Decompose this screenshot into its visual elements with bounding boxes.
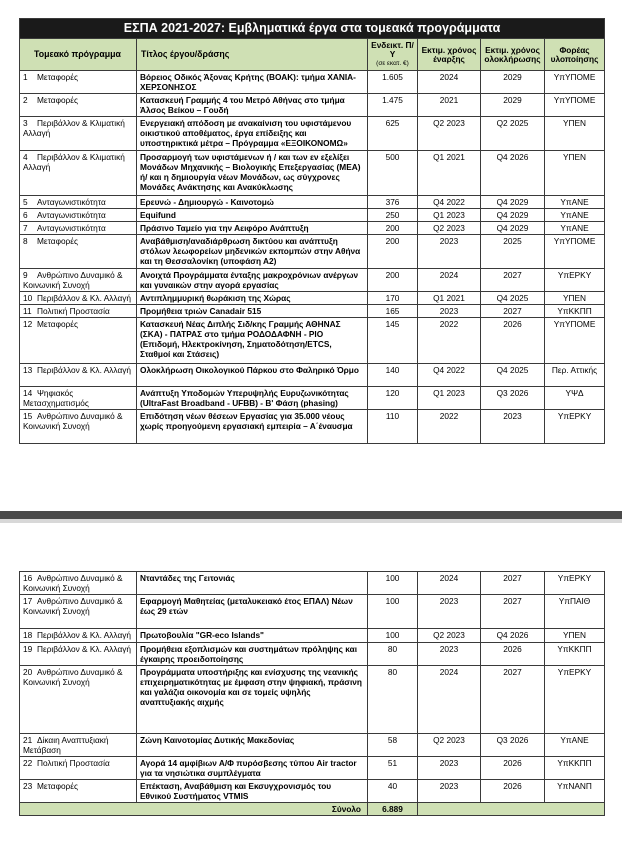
- cell-project-title: Προγράμματα υποστήριξης και ενίσχυσης της νεανικής επιχειρηματικότητας με έμφαση στην ψηφιακή, πράσινη και γαλάζια οικονομία και σε τομείς υψηλής αναπτυξιακής αιχμής: [137, 666, 368, 734]
- sector-name: Ανθρώπινο Δυναμικό & Κοινωνική Συνοχή: [23, 573, 123, 593]
- cell-end: 2027: [481, 595, 545, 629]
- cell-start: 2023: [418, 780, 481, 803]
- cell-project-title: Ζώνη Καινοτομίας Δυτικής Μακεδονίας: [137, 734, 368, 757]
- cell-sector: [20, 595, 137, 629]
- table-row: [20, 318, 605, 364]
- cell-amount: 625: [368, 117, 418, 151]
- cell-start: 2022: [418, 318, 481, 364]
- table-row: [20, 364, 605, 387]
- cell-sector: [20, 643, 137, 666]
- cell-agency: ΥΠΕΝ: [545, 629, 605, 643]
- cell-agency: ΥπΑΝΕ: [545, 196, 605, 209]
- cell-sector: [20, 209, 137, 222]
- sector-name: Περιβάλλον & Κλ. Αλλαγή: [37, 365, 131, 375]
- cell-sector: [20, 780, 137, 803]
- table-row: [20, 94, 605, 117]
- row-number: 7: [23, 223, 28, 233]
- sector-name: Ανταγωνιστικότητα: [37, 210, 106, 220]
- cell-end: 2029: [481, 71, 545, 94]
- table-row: [20, 196, 605, 209]
- cell-start: Q2 2023: [418, 734, 481, 757]
- cell-agency: ΥπΠΑΙΘ: [545, 595, 605, 629]
- cell-amount: 40: [368, 780, 418, 803]
- cell-end: 2026: [481, 318, 545, 364]
- cell-project-title: Πρωτοβουλία "GR-eco Islands": [137, 629, 368, 643]
- row-number: 3: [23, 118, 28, 128]
- total-empty: [418, 803, 605, 816]
- row-number: 21: [23, 735, 33, 745]
- header-end: Εκτιμ. χρόνος ολοκλήρωσης: [481, 39, 545, 71]
- table-row: [20, 305, 605, 318]
- cell-end: Q3 2026: [481, 387, 545, 410]
- cell-project-title: Προσαρμογή των υφιστάμενων ή / και των εν εξελίξει Μονάδων Μηχανικής – Βιολογικής Επεξεργασίας (ΜΕΑ) ή/ και η δημιουργία νέων Μονάδων, ως σύγχρονες Μονάδες Ανάκτησης και Ανακύκλωσης: [137, 151, 368, 196]
- cell-project-title: Νταντάδες της Γειτονιάς: [137, 572, 368, 595]
- cell-agency: ΥπΥΠΟΜΕ: [545, 94, 605, 117]
- cell-agency: ΥπΕΡΚΥ: [545, 410, 605, 444]
- cell-agency: ΥπΚΚΠΠ: [545, 757, 605, 780]
- table-row: [20, 209, 605, 222]
- total-label: Σύνολο: [20, 803, 368, 816]
- cell-start: Q2 2023: [418, 117, 481, 151]
- cell-sector: [20, 629, 137, 643]
- row-number: 23: [23, 781, 33, 791]
- cell-start: 2021: [418, 94, 481, 117]
- cell-agency: ΥπΚΚΠΠ: [545, 643, 605, 666]
- cell-end: Q2 2025: [481, 117, 545, 151]
- sector-name: Μεταφορές: [37, 236, 78, 246]
- row-number: 15: [23, 411, 33, 421]
- cell-sector: [20, 757, 137, 780]
- cell-agency: ΥΠΕΝ: [545, 151, 605, 196]
- sector-name: Ανταγωνιστικότητα: [37, 223, 106, 233]
- cell-sector: [20, 305, 137, 318]
- row-number: 5: [23, 197, 28, 207]
- row-number: 17: [23, 596, 33, 606]
- sector-name: Ψηφιακός Μετασχηματισμός: [23, 388, 89, 408]
- table-row: [20, 757, 605, 780]
- cell-end: 2029: [481, 94, 545, 117]
- cell-sector: [20, 269, 137, 292]
- row-number: 1: [23, 72, 28, 82]
- header-project: Τίτλος έργου/δράσης: [137, 39, 368, 71]
- row-number: 12: [23, 319, 33, 329]
- cell-amount: 100: [368, 629, 418, 643]
- table-row: [20, 235, 605, 269]
- row-number: 9: [23, 270, 28, 280]
- table-row: [20, 292, 605, 305]
- cell-amount: 100: [368, 595, 418, 629]
- cell-agency: ΥπΕΡΚΥ: [545, 572, 605, 595]
- row-number: 2: [23, 95, 28, 105]
- cell-agency: ΥπΝΑΝΠ: [545, 780, 605, 803]
- cell-agency: ΥπΕΡΚΥ: [545, 666, 605, 734]
- sector-name: Μεταφορές: [37, 72, 78, 82]
- cell-amount: 140: [368, 364, 418, 387]
- sector-name: Ανθρώπινο Δυναμικό & Κοινωνική Συνοχή: [23, 270, 123, 290]
- row-number: 11: [23, 306, 32, 316]
- cell-end: Q4 2025: [481, 292, 545, 305]
- cell-amount: 250: [368, 209, 418, 222]
- header-sector: Τομεακό πρόγραμμα: [20, 39, 137, 71]
- cell-start: Q4 2022: [418, 364, 481, 387]
- cell-project-title: Βόρειος Οδικός Άξονας Κρήτης (ΒΟΑΚ): τμήμα ΧΑΝΙΑ-ΧΕΡΣΟΝΗΣΟΣ: [137, 71, 368, 94]
- sector-name: Πολιτική Προστασία: [37, 758, 110, 768]
- projects-table-page-2: [19, 571, 605, 816]
- row-number: 6: [23, 210, 28, 220]
- table-row: [20, 734, 605, 757]
- cell-amount: 145: [368, 318, 418, 364]
- cell-sector: [20, 222, 137, 235]
- cell-start: 2023: [418, 595, 481, 629]
- cell-end: 2027: [481, 305, 545, 318]
- cell-sector: [20, 318, 137, 364]
- cell-agency: ΥΠΕΝ: [545, 292, 605, 305]
- cell-end: 2027: [481, 572, 545, 595]
- cell-start: Q1 2023: [418, 209, 481, 222]
- page-separator-shadow: [0, 519, 622, 523]
- cell-project-title: Ανάπτυξη Υποδομών Υπερυψηλής Ευρυζωνικότητας (UltraFast Broadband - UFBB) - Β' Φάση (phasing): [137, 387, 368, 410]
- header-start: Εκτιμ. χρόνος έναρξης: [418, 39, 481, 71]
- cell-sector: [20, 71, 137, 94]
- cell-end: 2027: [481, 666, 545, 734]
- cell-project-title: Equifund: [137, 209, 368, 222]
- cell-project-title: Ολοκλήρωση Οικολογικού Πάρκου στο Φαληρικό Όρμο: [137, 364, 368, 387]
- header-amount-label: Ενδεικτ. Π/Υ: [371, 40, 414, 59]
- total-amount: 6.889: [368, 803, 418, 816]
- table-row: [20, 666, 605, 734]
- cell-amount: 1.605: [368, 71, 418, 94]
- sector-name: Ανθρώπινο Δυναμικό & Κοινωνική Συνοχή: [23, 667, 123, 687]
- cell-amount: 200: [368, 269, 418, 292]
- cell-start: 2024: [418, 269, 481, 292]
- table-row: [20, 222, 605, 235]
- cell-start: Q2 2023: [418, 629, 481, 643]
- table-title: ΕΣΠΑ 2021-2027: Εμβληματικά έργα στα τομεακά προγράμματα: [20, 19, 605, 39]
- table-title-row: [20, 19, 605, 39]
- table-row: [20, 117, 605, 151]
- cell-amount: 200: [368, 235, 418, 269]
- cell-start: Q1 2021: [418, 292, 481, 305]
- sector-name: Μεταφορές: [37, 319, 78, 329]
- table-row: [20, 780, 605, 803]
- cell-project-title: Ενεργειακή απόδοση με ανακαίνιση του υφιστάμενου οικιστικού αποθέματος, έργα επίδειξης και υποστηρικτικά μέτρα – Πρόγραμμα «ΕΞΟΙΚΟΝΟΜΩ»: [137, 117, 368, 151]
- cell-amount: 80: [368, 643, 418, 666]
- header-amount-unit: (σε εκατ. €): [376, 60, 409, 67]
- cell-start: 2024: [418, 71, 481, 94]
- cell-project-title: Κατασκευή Γραμμής 4 του Μετρό Αθήνας στο τμήμα Άλσος Βείκου – Γουδή: [137, 94, 368, 117]
- cell-amount: 200: [368, 222, 418, 235]
- cell-agency: ΥπΑΝΕ: [545, 222, 605, 235]
- row-number: 22: [23, 758, 33, 768]
- cell-sector: [20, 196, 137, 209]
- cell-amount: 1.475: [368, 94, 418, 117]
- cell-start: 2022: [418, 410, 481, 444]
- cell-end: Q4 2029: [481, 209, 545, 222]
- row-number: 18: [23, 630, 33, 640]
- table-row: [20, 269, 605, 292]
- row-number: 8: [23, 236, 28, 246]
- cell-start: 2024: [418, 572, 481, 595]
- cell-sector: [20, 151, 137, 196]
- cell-agency: Περ. Αττικής: [545, 364, 605, 387]
- cell-agency: ΥπΥΠΟΜΕ: [545, 235, 605, 269]
- cell-project-title: Αντιπλημμυρική θωράκιση της Χώρας: [137, 292, 368, 305]
- cell-agency: ΥπΚΚΠΠ: [545, 305, 605, 318]
- projects-table-page-1: [19, 18, 605, 444]
- cell-sector: [20, 235, 137, 269]
- row-number: 19: [23, 644, 33, 654]
- cell-sector: [20, 572, 137, 595]
- header-amount: [368, 39, 418, 71]
- cell-sector: [20, 117, 137, 151]
- table-row: [20, 572, 605, 595]
- sector-name: Ανθρώπινο Δυναμικό & Κοινωνική Συνοχή: [23, 411, 123, 431]
- cell-amount: 100: [368, 572, 418, 595]
- sector-name: Μεταφορές: [37, 95, 78, 105]
- cell-sector: [20, 387, 137, 410]
- cell-project-title: Αγορά 14 αμφίβιων Α/Φ πυρόσβεσης τύπου Air tractor για τα νησιώτικα συμπλέγματα: [137, 757, 368, 780]
- row-number: 4: [23, 152, 28, 162]
- cell-amount: 110: [368, 410, 418, 444]
- cell-start: 2023: [418, 757, 481, 780]
- cell-end: 2027: [481, 269, 545, 292]
- table-row: [20, 410, 605, 444]
- cell-start: Q1 2023: [418, 387, 481, 410]
- cell-start: Q1 2021: [418, 151, 481, 196]
- cell-start: 2023: [418, 235, 481, 269]
- cell-agency: ΥπΑΝΕ: [545, 734, 605, 757]
- table-row: [20, 387, 605, 410]
- cell-project-title: Ερευνώ - Δημιουργώ - Καινοτομώ: [137, 196, 368, 209]
- row-number: 14: [23, 388, 33, 398]
- cell-end: Q4 2029: [481, 196, 545, 209]
- cell-project-title: Προμήθεια εξοπλισμών και συστημάτων πρόληψης και έγκαιρης προειδοποίησης: [137, 643, 368, 666]
- cell-amount: 500: [368, 151, 418, 196]
- cell-end: 2023: [481, 410, 545, 444]
- sector-name: Περιβάλλον & Κλιματική Αλλαγή: [23, 118, 125, 138]
- cell-start: 2023: [418, 305, 481, 318]
- cell-end: Q4 2029: [481, 222, 545, 235]
- table-row: [20, 71, 605, 94]
- table-row: [20, 629, 605, 643]
- cell-sector: [20, 94, 137, 117]
- cell-end: 2026: [481, 643, 545, 666]
- cell-end: 2026: [481, 780, 545, 803]
- sector-name: Περιβάλλον & Κλιματική Αλλαγή: [23, 152, 125, 172]
- table-row: [20, 151, 605, 196]
- cell-project-title: Αναβάθμιση/αναδιάρθρωση δικτύου και ανάπτυξη στόλων λεωφορείων μηδενικών εκπομπών στην Αθήνα και τη Θεσσαλονίκη (υποφάση Α2): [137, 235, 368, 269]
- sector-name: Μεταφορές: [37, 781, 78, 791]
- cell-end: 2026: [481, 757, 545, 780]
- cell-sector: [20, 364, 137, 387]
- header-agency: Φορέας υλοποίησης: [545, 39, 605, 71]
- cell-agency: ΥπΕΡΚΥ: [545, 269, 605, 292]
- cell-project-title: Ανοιχτά Προγράμματα ένταξης μακροχρόνιων ανέργων και γυναικών στην αγορά εργασίας: [137, 269, 368, 292]
- sector-name: Πολιτική Προστασία: [37, 306, 110, 316]
- cell-agency: ΥπΥΠΟΜΕ: [545, 71, 605, 94]
- cell-start: 2024: [418, 666, 481, 734]
- cell-project-title: Επέκταση, Αναβάθμιση και Εκσυγχρονισμός του Εθνικού Συστήματος VTMIS: [137, 780, 368, 803]
- table-row: [20, 643, 605, 666]
- sector-name: Περιβάλλον & Κλ. Αλλαγή: [37, 293, 131, 303]
- cell-end: Q4 2026: [481, 151, 545, 196]
- page-separator: [0, 511, 622, 519]
- sector-name: Ανθρώπινο Δυναμικό & Κοινωνική Συνοχή: [23, 596, 123, 616]
- row-number: 10: [23, 293, 33, 303]
- cell-end: Q3 2026: [481, 734, 545, 757]
- cell-start: Q2 2023: [418, 222, 481, 235]
- cell-amount: 376: [368, 196, 418, 209]
- table-row: [20, 595, 605, 629]
- sector-name: Περιβάλλον & Κλ. Αλλαγή: [37, 644, 131, 654]
- cell-end: Q4 2026: [481, 629, 545, 643]
- sector-name: Δίκαιη Αναπτυξιακή Μετάβαση: [23, 735, 109, 755]
- cell-amount: 58: [368, 734, 418, 757]
- cell-amount: 120: [368, 387, 418, 410]
- cell-amount: 51: [368, 757, 418, 780]
- cell-end: 2025: [481, 235, 545, 269]
- cell-agency: ΥΠΕΝ: [545, 117, 605, 151]
- sector-name: Ανταγωνιστικότητα: [37, 197, 106, 207]
- cell-project-title: Προμήθεια τριών Canadair 515: [137, 305, 368, 318]
- cell-sector: [20, 734, 137, 757]
- cell-amount: 170: [368, 292, 418, 305]
- cell-sector: [20, 666, 137, 734]
- row-number: 16: [23, 573, 33, 583]
- cell-agency: ΥπΑΝΕ: [545, 209, 605, 222]
- cell-agency: ΥπΥΠΟΜΕ: [545, 318, 605, 364]
- sector-name: Περιβάλλον & Κλ. Αλλαγή: [37, 630, 131, 640]
- row-number: 13: [23, 365, 33, 375]
- cell-project-title: Εφαρμογή Μαθητείας (μεταλυκειακό έτος ΕΠΑΛ) Νέων έως 29 ετών: [137, 595, 368, 629]
- cell-sector: [20, 410, 137, 444]
- cell-agency: ΥΨΔ: [545, 387, 605, 410]
- row-number: 20: [23, 667, 33, 677]
- cell-amount: 80: [368, 666, 418, 734]
- total-row: [20, 803, 605, 816]
- cell-start: 2023: [418, 643, 481, 666]
- cell-project-title: Επιδότηση νέων θέσεων Εργασίας για 35.000 νέους χωρίς προηγούμενη εργασιακή εμπειρία – Α΄έναυσμα: [137, 410, 368, 444]
- cell-project-title: Κατασκευή Νέας Διπλής Σιδ/κης Γραμμής ΑΘΗΝΑΣ (ΣΚΑ) - ΠΑΤΡΑΣ στο τμήμα ΡΟΔΟΔΑΦΝΗ - ΡΙΟ (Επιδομή, Ηλεκτροκίνηση, Σηματοδότηση/ETCS, Σταθμοί και Στάσεις): [137, 318, 368, 364]
- cell-amount: 165: [368, 305, 418, 318]
- cell-project-title: Πράσινο Ταμείο για την Αειφόρο Ανάπτυξη: [137, 222, 368, 235]
- header-row: [20, 39, 605, 71]
- cell-end: Q4 2025: [481, 364, 545, 387]
- cell-sector: [20, 292, 137, 305]
- cell-start: Q4 2022: [418, 196, 481, 209]
